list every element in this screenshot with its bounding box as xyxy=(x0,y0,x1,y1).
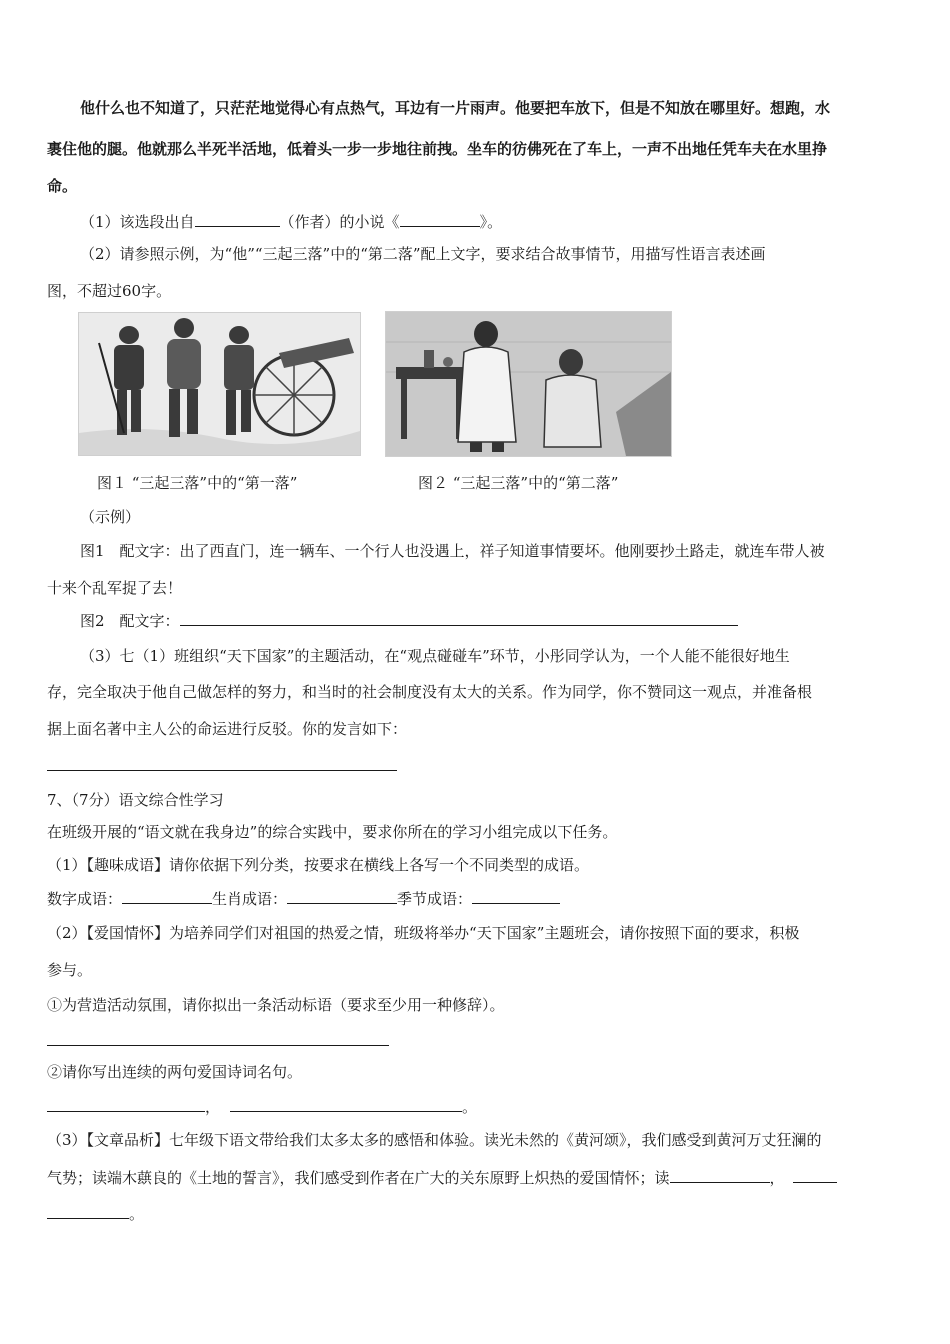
q6-sub1: （1）该选段出自 （作者）的小说《 》。 xyxy=(80,213,503,231)
passage-line-1: 他什么也不知道了，只茫茫地觉得心有点热气，耳边有一片雨声。他要把车放下，但是不知放在哪里好。想跑，水 xyxy=(80,99,831,117)
figure-1-drawing xyxy=(79,313,360,455)
figure-2-illustration xyxy=(385,311,672,457)
slogan-answer-line[interactable] xyxy=(47,1045,389,1046)
number-idiom-blank[interactable] xyxy=(122,889,212,904)
q7-sub2-line-1: （2）【爱国情怀】为培养同学们对祖国的热爱之情，班级将举办“天下国家”主题班会，请你按照下面的要求，积极 xyxy=(47,924,800,942)
q7-sub3-line-1: （3）【文章品析】七年级下语文带给我们太多太多的感悟和体验。读光未然的《黄河颂》，我们感受到黄河万丈狂澜的 xyxy=(47,1131,822,1149)
q6-sub3-line-3: 据上面名著中主人公的命运进行反驳。你的发言如下： xyxy=(47,720,408,738)
figure-1-caption: 图１ “三起三落”中的“第一落” xyxy=(97,474,298,492)
passage-line-2: 裹住他的腿。他就那么半死半活地，低着头一步一步地往前拽。坐车的彷佛死在了车上，一声不出地任凭车夫在水里挣 xyxy=(47,140,828,158)
feeling-blank-start[interactable] xyxy=(793,1168,837,1183)
figure-2-caption: 图２ “三起三落”中的“第二落” xyxy=(418,474,619,492)
poem-line-2-blank[interactable] xyxy=(230,1097,462,1112)
q6-sub2-line-1: （2）请参照示例，为“他”“三起三落”中的“第二落”配上文字，要求结合故事情节，用描写性语言表述画 xyxy=(80,245,766,263)
article-title-blank[interactable] xyxy=(670,1168,770,1183)
q7-sub1: （1）【趣味成语】请你依据下列分类，按要求在横线上各写一个不同类型的成语。 xyxy=(47,856,590,874)
q7-item-2: ②请你写出连续的两句爱国诗词名句。 xyxy=(47,1063,303,1081)
q7-sub2-line-2: 参与。 xyxy=(47,961,93,979)
q7-sub3-line-2: 气势；读端木蕻良的《土地的誓言》，我们感受到作者在广大的关东原野上炽热的爱国情怀；读 ， xyxy=(47,1168,837,1188)
poem-answer-row: ， 。 xyxy=(47,1097,477,1117)
q7-item-1: ①为营造活动氛围，请你拟出一条活动标语（要求至少用一种修辞）。 xyxy=(47,996,505,1014)
q7-intro: 在班级开展的“语文就在我身边”的综合实践中，要求你所在的学习小组完成以下任务。 xyxy=(47,823,618,841)
q6-sub2-line-2: 图，不超过60字。 xyxy=(47,282,172,300)
fig2-text-blank[interactable] xyxy=(180,611,738,626)
q6-sub3-line-1: （3）七（1）班组织“天下国家”的主题活动，在“观点碰碰车”环节，小彤同学认为，一个人能不能很好地生 xyxy=(80,647,790,665)
figure-2-drawing xyxy=(386,312,671,456)
example-label: （示例） xyxy=(80,508,141,526)
idiom-categories: 数字成语： 生肖成语： 季节成语： xyxy=(47,889,560,909)
figure-1-illustration xyxy=(78,312,361,456)
zodiac-idiom-blank[interactable] xyxy=(287,889,397,904)
author-blank[interactable] xyxy=(195,212,280,227)
q6-sub3-line-2: 存，完全取决于他自己做怎样的努力，和当时的社会制度没有太大的关系。作为同学，你不赞同这一观点，并准备根 xyxy=(47,683,813,701)
novel-title-blank[interactable] xyxy=(400,212,480,227)
example-line-2: 十来个乱军捉了去！ xyxy=(47,579,183,597)
passage-line-3: 命。 xyxy=(47,177,78,195)
feeling-blank-end[interactable] xyxy=(47,1204,129,1219)
poem-line-1-blank[interactable] xyxy=(47,1097,205,1112)
example-line-1: 图1 配文字：出了西直门，连一辆车、一个行人也没遇上，祥子知道事情要坏。他刚要抄土路走，就连车带人被 xyxy=(80,542,825,560)
speech-answer-line[interactable] xyxy=(47,770,397,771)
q7-title: 7、（7分）语文综合性学习 xyxy=(47,791,224,809)
q7-sub3-line-3: 。 xyxy=(47,1204,144,1224)
season-idiom-blank[interactable] xyxy=(472,889,560,904)
fig2-caption-answer: 图2 配文字： xyxy=(80,611,738,631)
